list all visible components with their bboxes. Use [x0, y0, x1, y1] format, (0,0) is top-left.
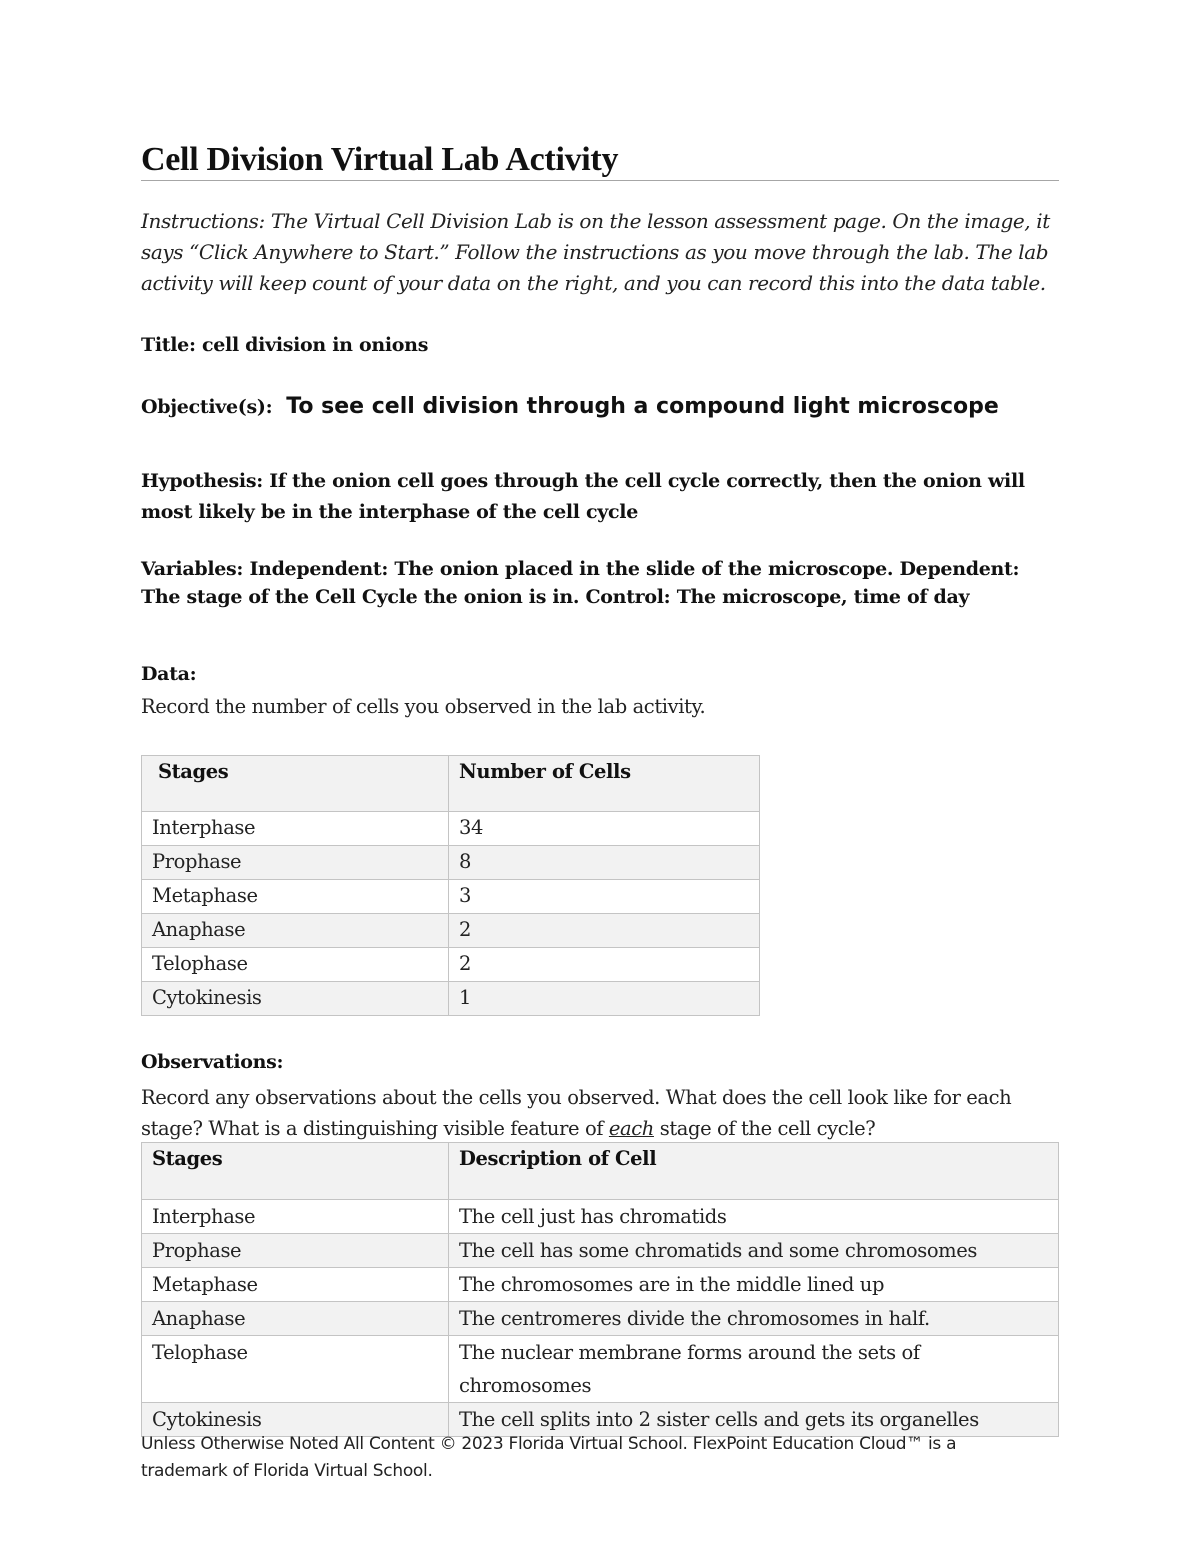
table-row: [142, 812, 760, 846]
stage-cell: Telophase: [142, 948, 449, 982]
table-header-row: [142, 1143, 1059, 1200]
stage-cell: Interphase: [142, 1200, 449, 1234]
stage-cell: Interphase: [142, 812, 449, 846]
table-row: [142, 982, 760, 1016]
count-cell: 2: [449, 948, 760, 982]
variables-paragraph: Variables: Independent: The onion placed in the slide of the microscope. Dependent: The stage of the Cell Cycle the onion is in. Control: The microscope, time of day: [141, 558, 1020, 608]
table-row: [142, 948, 760, 982]
table-row: [142, 1336, 1059, 1403]
header-description-of-cell: Description of Cell: [449, 1143, 1059, 1200]
description-cell: The centromeres divide the chromosomes in half.: [449, 1302, 1059, 1336]
observations-prompt: [141, 1082, 1059, 1144]
stage-cell: Prophase: [142, 846, 449, 880]
data-heading: Data:: [141, 663, 197, 685]
header-stages: Stages: [142, 1143, 449, 1200]
description-cell: The cell has some chromatids and some chromosomes: [449, 1234, 1059, 1268]
observations-prompt-start: Record any observations about the cells you observed. What does the cell look like for each stage? What is a distinguishing visible feature of: [141, 1086, 1012, 1140]
stage-cell: Metaphase: [142, 880, 449, 914]
objective-row: [141, 394, 1059, 419]
table-row: [142, 1302, 1059, 1336]
count-cell: 8: [449, 846, 760, 880]
header-stages: Stages: [142, 756, 449, 812]
stage-cell: Telophase: [142, 1336, 449, 1403]
table-row: [142, 914, 760, 948]
objective-label: Objective(s):: [141, 396, 273, 418]
stage-cell: Cytokinesis: [142, 1403, 449, 1437]
data-table: [141, 755, 760, 1016]
table-row: [142, 1200, 1059, 1234]
description-cell: The chromosomes are in the middle lined up: [449, 1268, 1059, 1302]
table-row: [142, 1268, 1059, 1302]
table-row: [142, 880, 760, 914]
table-row: [142, 846, 760, 880]
table-row: [142, 1234, 1059, 1268]
observations-prompt-emphasis: each: [608, 1117, 654, 1140]
count-cell: 3: [449, 880, 760, 914]
stage-cell: Cytokinesis: [142, 982, 449, 1016]
count-cell: 2: [449, 914, 760, 948]
count-cell: 34: [449, 812, 760, 846]
count-cell: 1: [449, 982, 760, 1016]
stage-cell: Anaphase: [142, 1302, 449, 1336]
observations-table: [141, 1142, 1059, 1437]
observations-heading: Observations:: [141, 1051, 284, 1073]
description-cell: The cell splits into 2 sister cells and gets its organelles: [449, 1403, 1059, 1437]
header-number-of-cells: Number of Cells: [449, 756, 760, 812]
instructions-paragraph: Instructions: The Virtual Cell Division Lab is on the lesson assessment page. On the image, it says “Click Anywhere to Start.” Follow the instructions as you move through the lab. The lab activity will keep count of your data on the right, and you can record this into the data table.: [141, 209, 1050, 295]
copyright-footer: Unless Otherwise Noted All Content © 2023 Florida Virtual School. FlexPoint Education Cloud™ is a trademark of Florida Virtual School.: [141, 1434, 957, 1481]
objective-text: To see cell division through a compound light microscope: [286, 394, 999, 419]
stage-cell: Prophase: [142, 1234, 449, 1268]
table-header-row: [142, 756, 760, 812]
observations-prompt-end: stage of the cell cycle?: [653, 1117, 876, 1140]
lab-title: Title: cell division in onions: [141, 334, 429, 356]
stage-cell: Metaphase: [142, 1268, 449, 1302]
description-cell: The nuclear membrane forms around the sets of chromosomes: [449, 1336, 1059, 1403]
stage-cell: Anaphase: [142, 914, 449, 948]
hypothesis-paragraph: Hypothesis: If the onion cell goes through the cell cycle correctly, then the onion will most likely be in the interphase of the cell cycle: [141, 470, 1025, 523]
data-prompt: Record the number of cells you observed in the lab activity.: [141, 695, 706, 718]
document-title: Cell Division Virtual Lab Activity: [141, 140, 1059, 181]
description-cell: The cell just has chromatids: [449, 1200, 1059, 1234]
